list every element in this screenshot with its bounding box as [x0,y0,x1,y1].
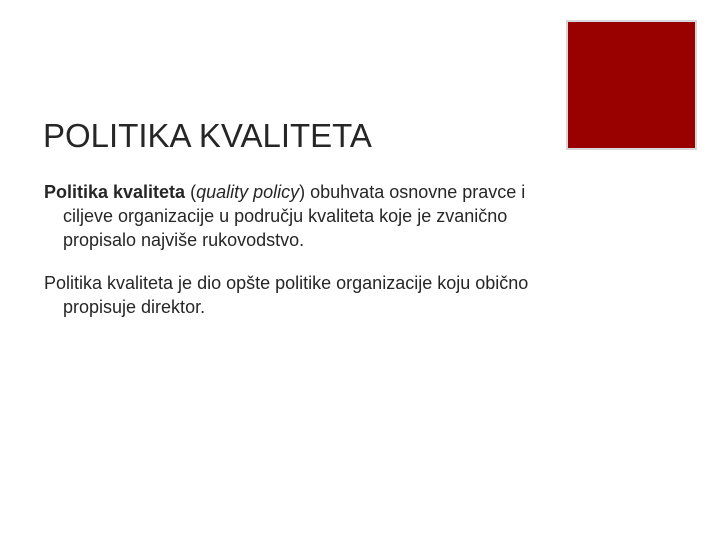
term-english: quality policy [196,182,300,202]
definition-text: ) obuhvata osnovne pravce i ciljeve organizacije u području kvaliteta koje je zvanično propisalo najviše rukovodstvo. [63,182,526,250]
term-bold: Politika kvaliteta [44,182,186,202]
accent-box [566,20,697,150]
slide-content [44,180,544,338]
paragraph-definition [44,180,544,252]
paragraph-context: Politika kvaliteta je dio opšte politike organizacije koju obično propisuje direktor. [44,273,529,317]
open-paren: ( [185,182,197,202]
slide-title: POLITIKA KVALITETA [43,117,372,154]
